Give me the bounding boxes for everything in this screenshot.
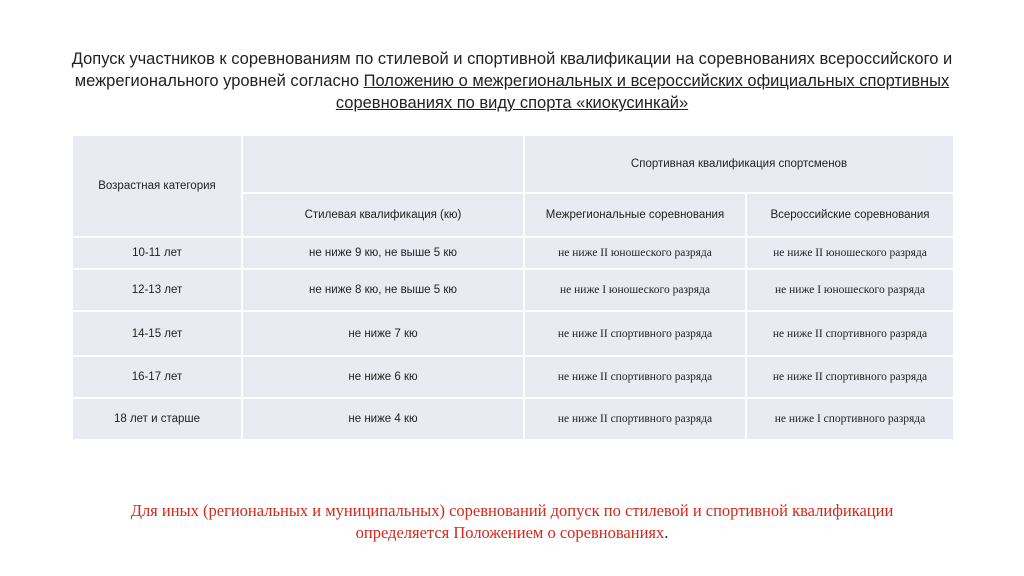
header-style-qualification: Стилевая квалификация (кю) <box>242 193 524 237</box>
style-cell: не ниже 6 кю <box>242 356 524 398</box>
qualification-table <box>71 134 955 441</box>
all-russian-cell: не ниже I спортивного разряда <box>746 398 954 440</box>
style-cell: не ниже 4 кю <box>242 398 524 440</box>
footnote-period: . <box>664 523 669 542</box>
style-cell: не ниже 9 кю, не выше 5 кю <box>242 237 524 269</box>
table-row <box>72 398 954 440</box>
interregional-cell: не ниже I юношеского разряда <box>524 269 746 311</box>
table-row <box>72 311 954 356</box>
header-sport-qualification: Спортивная квалификация спортсменов <box>524 135 954 193</box>
interregional-cell: не ниже II спортивного разряда <box>524 398 746 440</box>
interregional-cell: не ниже II спортивного разряда <box>524 311 746 356</box>
footnote <box>100 500 924 544</box>
slide-title <box>60 48 964 114</box>
age-cell: 10-11 лет <box>72 237 242 269</box>
age-cell: 14-15 лет <box>72 311 242 356</box>
table-row <box>72 269 954 311</box>
table-row <box>72 356 954 398</box>
title-text: Допуск участников к соревнованиям по стилевой и спортивной квалификации на соревнованиях всероссийского и межрегионального уровней согласно <box>71 50 953 90</box>
all-russian-cell: не ниже I юношеского разряда <box>746 269 954 311</box>
style-cell: не ниже 7 кю <box>242 311 524 356</box>
regulation-link[interactable]: Положению о межрегиональных и всероссийских официальных спортивных соревнованиях по виду спорта «киокусинкай» <box>335 72 950 112</box>
header-interregional: Межрегиональные соревнования <box>524 193 746 237</box>
age-cell: 18 лет и старше <box>72 398 242 440</box>
age-cell: 12-13 лет <box>72 269 242 311</box>
table-row <box>72 237 954 269</box>
all-russian-cell: не ниже II спортивного разряда <box>746 356 954 398</box>
header-all-russian: Всероссийские соревнования <box>746 193 954 237</box>
style-cell: не ниже 8 кю, не выше 5 кю <box>242 269 524 311</box>
footnote-text: Для иных (региональных и муниципальных) соревнований допуск по стилевой и спортивной квалификации определяется Положением о соревнованиях <box>130 501 894 542</box>
header-empty-cell <box>242 135 524 193</box>
interregional-cell: не ниже II спортивного разряда <box>524 356 746 398</box>
all-russian-cell: не ниже II юношеского разряда <box>746 237 954 269</box>
all-russian-cell: не ниже II спортивного разряда <box>746 311 954 356</box>
header-age-category: Возрастная категория <box>72 135 242 237</box>
age-cell: 16-17 лет <box>72 356 242 398</box>
interregional-cell: не ниже II юношеского разряда <box>524 237 746 269</box>
